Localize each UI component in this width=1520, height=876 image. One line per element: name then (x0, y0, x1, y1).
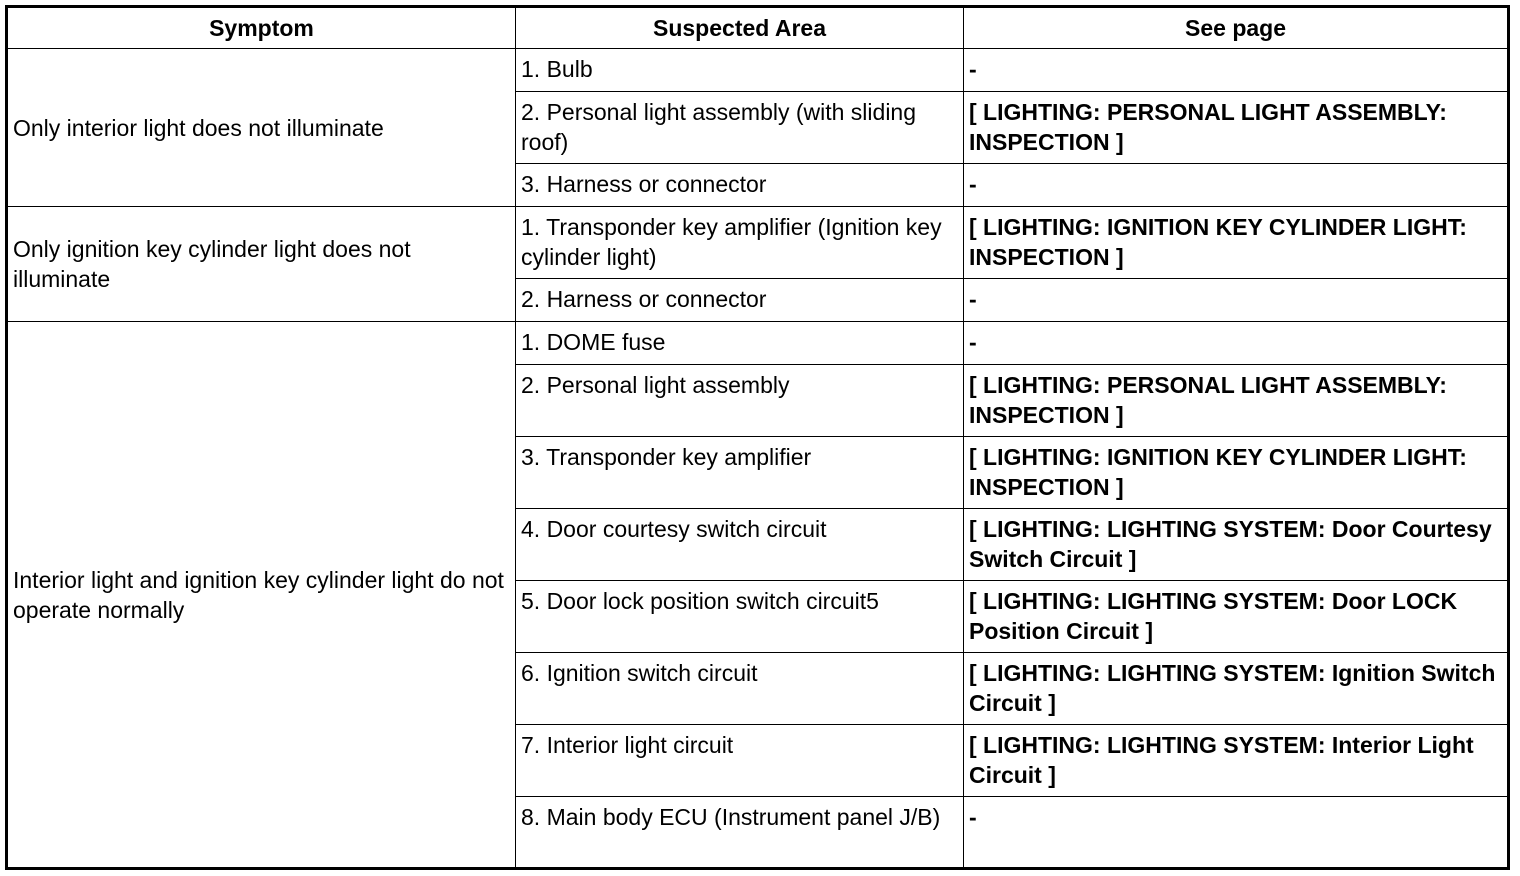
suspected-area-cell: 1. Transponder key amplifier (Ignition key cylinder light) (516, 207, 964, 279)
see-page-link[interactable]: [ LIGHTING: LIGHTING SYSTEM: Interior Light Circuit ] (964, 725, 1509, 797)
see-page-cell: - (964, 164, 1509, 207)
suspected-area-cell: 2. Personal light assembly (516, 365, 964, 437)
table-row (7, 322, 1509, 365)
see-page-link[interactable]: [ LIGHTING: IGNITION KEY CYLINDER LIGHT: INSPECTION ] (964, 437, 1509, 509)
suspected-area-cell: 2. Personal light assembly (with sliding roof) (516, 92, 964, 164)
see-page-link[interactable]: [ LIGHTING: LIGHTING SYSTEM: Ignition Switch Circuit ] (964, 653, 1509, 725)
suspected-area-cell: 3. Harness or connector (516, 164, 964, 207)
suspected-area-cell: 4. Door courtesy switch circuit (516, 509, 964, 581)
see-page-cell: - (964, 279, 1509, 322)
header-symptom: Symptom (7, 7, 516, 49)
header-row (7, 7, 1509, 49)
suspected-area-cell: 5. Door lock position switch circuit5 (516, 581, 964, 653)
see-page-link[interactable]: [ LIGHTING: PERSONAL LIGHT ASSEMBLY: INSPECTION ] (964, 365, 1509, 437)
see-page-cell: - (964, 49, 1509, 92)
header-see-page: See page (964, 7, 1509, 49)
see-page-cell: - (964, 322, 1509, 365)
symptom-cell: Only interior light does not illuminate (7, 49, 516, 207)
suspected-area-cell: 1. DOME fuse (516, 322, 964, 365)
suspected-area-cell: 6. Ignition switch circuit (516, 653, 964, 725)
suspected-area-cell: 2. Harness or connector (516, 279, 964, 322)
suspected-area-cell: 7. Interior light circuit (516, 725, 964, 797)
suspected-area-cell: 8. Main body ECU (Instrument panel J/B) (516, 797, 964, 869)
suspected-area-cell: 3. Transponder key amplifier (516, 437, 964, 509)
table-row (7, 49, 1509, 92)
see-page-link[interactable]: [ LIGHTING: LIGHTING SYSTEM: Door LOCK Position Circuit ] (964, 581, 1509, 653)
symptom-cell: Interior light and ignition key cylinder light do not operate normally (7, 322, 516, 869)
see-page-link[interactable]: [ LIGHTING: LIGHTING SYSTEM: Door Courtesy Switch Circuit ] (964, 509, 1509, 581)
header-suspected-area: Suspected Area (516, 7, 964, 49)
see-page-cell: - (964, 797, 1509, 869)
symptom-cell: Only ignition key cylinder light does not illuminate (7, 207, 516, 322)
see-page-link[interactable]: [ LIGHTING: IGNITION KEY CYLINDER LIGHT: INSPECTION ] (964, 207, 1509, 279)
see-page-link[interactable]: [ LIGHTING: PERSONAL LIGHT ASSEMBLY: INSPECTION ] (964, 92, 1509, 164)
table-row (7, 207, 1509, 279)
suspected-area-cell: 1. Bulb (516, 49, 964, 92)
problem-symptoms-table (5, 5, 1510, 870)
